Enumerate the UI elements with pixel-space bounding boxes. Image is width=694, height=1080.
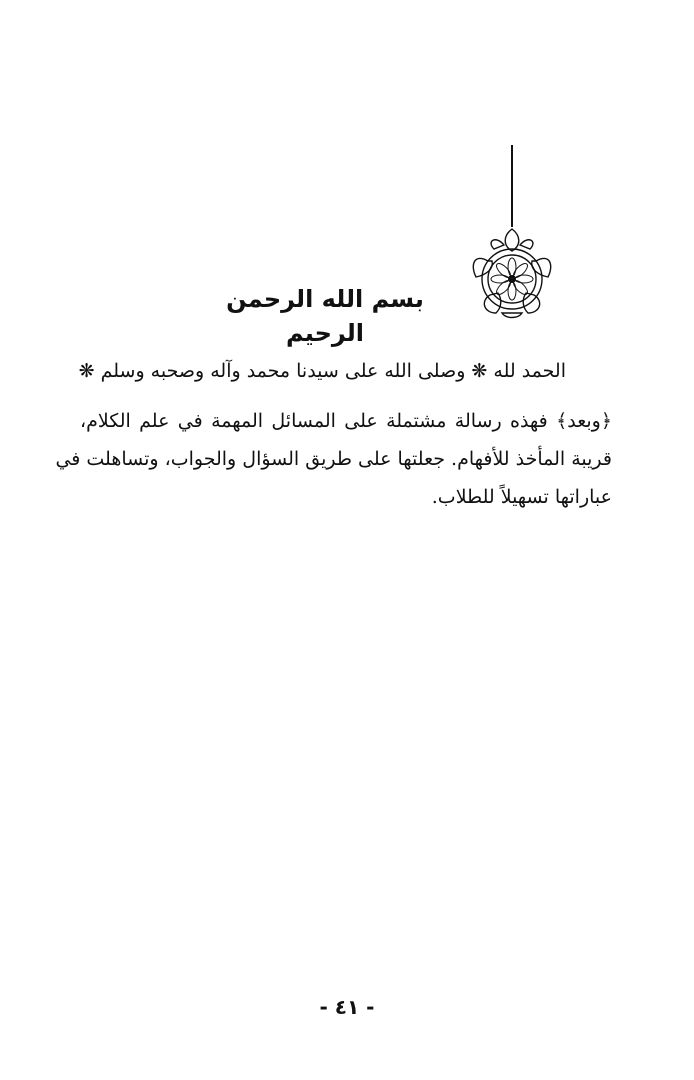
praise-line: الحمد لله ❋ وصلى الله على سيدنا محمد وآله وصحبه وسلم ❋ — [78, 360, 566, 382]
body-line-2: قريبة المأخذ للأفهام. جعلتها على طريق السؤال والجواب، وتساهلت في — [55, 448, 612, 470]
floral-rosette-icon — [466, 145, 562, 320]
basmala-heading: بسم الله الرحمن الرحيم — [226, 285, 424, 347]
page-number: - ٤١ - — [319, 995, 375, 1019]
body-paragraph — [55, 402, 612, 516]
body-line-3: عباراتها تسهيلاً للطلاب. — [431, 486, 612, 508]
body-line-1: ﴿وبعد﴾ فهذه رسالة مشتملة على المسائل المهمة في علم الكلام، — [80, 410, 612, 432]
